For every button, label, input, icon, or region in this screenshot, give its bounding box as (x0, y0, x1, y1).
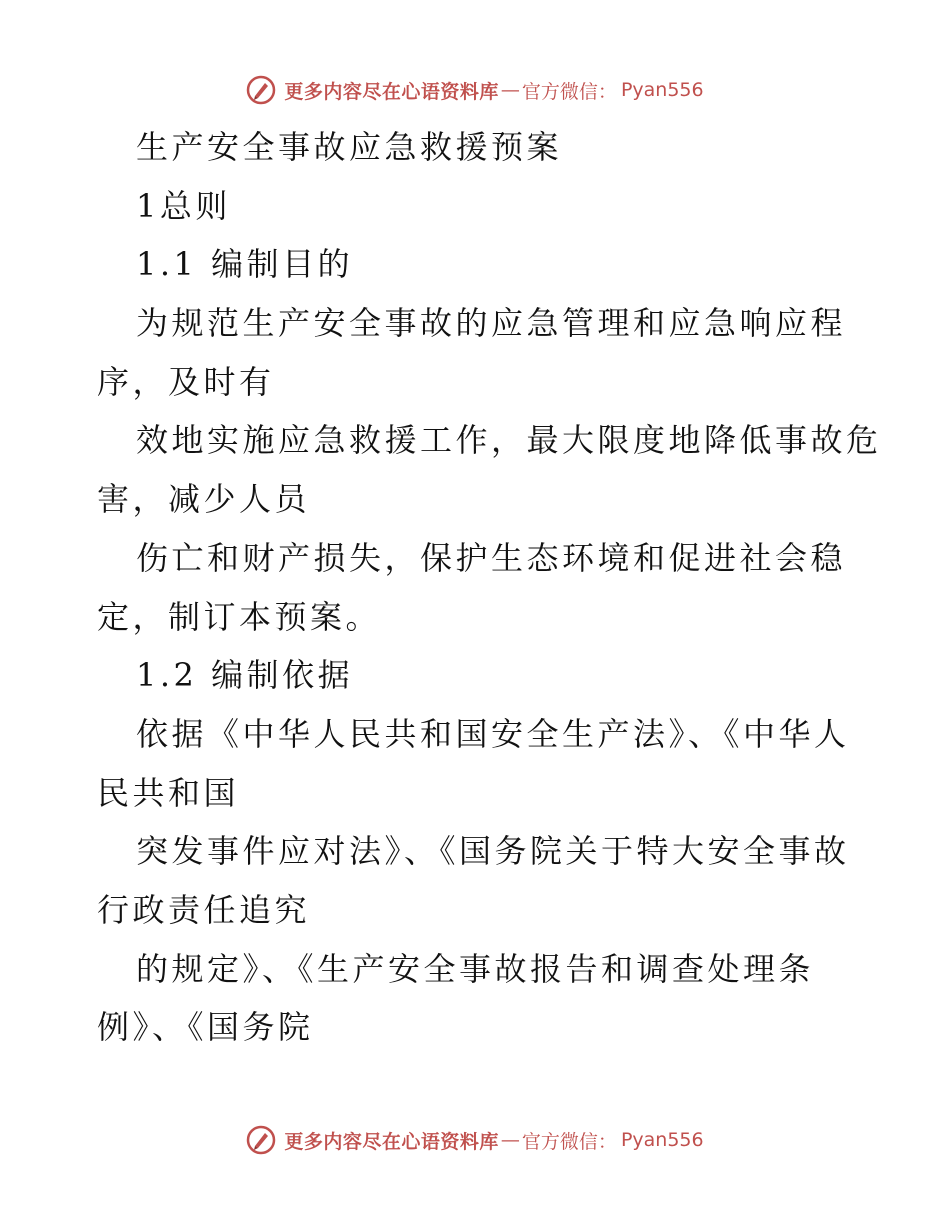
paragraph-line: 伤亡和财产损失，保护生态环境和促进社会稳 (136, 538, 847, 577)
paragraph-line: 民共和国 (97, 773, 240, 812)
watermark-separator: — (500, 79, 520, 101)
paragraph-line: 为规范生产安全事故的应急管理和应急响应程 (136, 304, 847, 343)
pen-circle-logo-icon (246, 75, 276, 105)
document-body (97, 118, 882, 1057)
paragraph-line: 的规定》、《生产安全事故报告和调查处理条 (136, 949, 815, 988)
paragraph-line: 序，及时有 (97, 362, 275, 401)
footer-watermark (0, 1120, 950, 1160)
pen-circle-logo-icon (246, 1125, 276, 1155)
paragraph-line: 效地实施应急救援工作，最大限度地降低事故危 (136, 421, 882, 460)
paragraph-line: 行政责任追究 (97, 890, 311, 929)
watermark-wechat-label: 官方微信： (521, 80, 617, 103)
subsection-heading: 1.2 编制依据 (136, 656, 354, 695)
paragraph-line: 依据《中华人民共和国安全生产法》、《中华人 (136, 714, 850, 753)
watermark-separator: — (500, 1129, 520, 1151)
paragraph-line: 害，减少人员 (97, 480, 311, 519)
header-watermark (0, 70, 950, 110)
watermark-site-text: 更多内容尽在心语资料库 (284, 80, 499, 103)
paragraph-line: 定，制订本预案。 (97, 597, 382, 636)
watermark-wechat-id: Pyan556 (620, 1129, 704, 1151)
section-heading: 1总则 (136, 186, 231, 225)
doc-title: 生产安全事故应急救援预案 (136, 128, 563, 166)
paragraph-line: 例》、《国务院 (97, 1008, 314, 1047)
subsection-heading: 1.1 编制目的 (136, 245, 354, 284)
watermark-site-text: 更多内容尽在心语资料库 (284, 1130, 499, 1153)
paragraph-line: 突发事件应对法》、《国务院关于特大安全事故 (136, 832, 850, 871)
watermark-wechat-id: Pyan556 (620, 79, 704, 101)
watermark-wechat-label: 官方微信： (521, 1130, 617, 1153)
